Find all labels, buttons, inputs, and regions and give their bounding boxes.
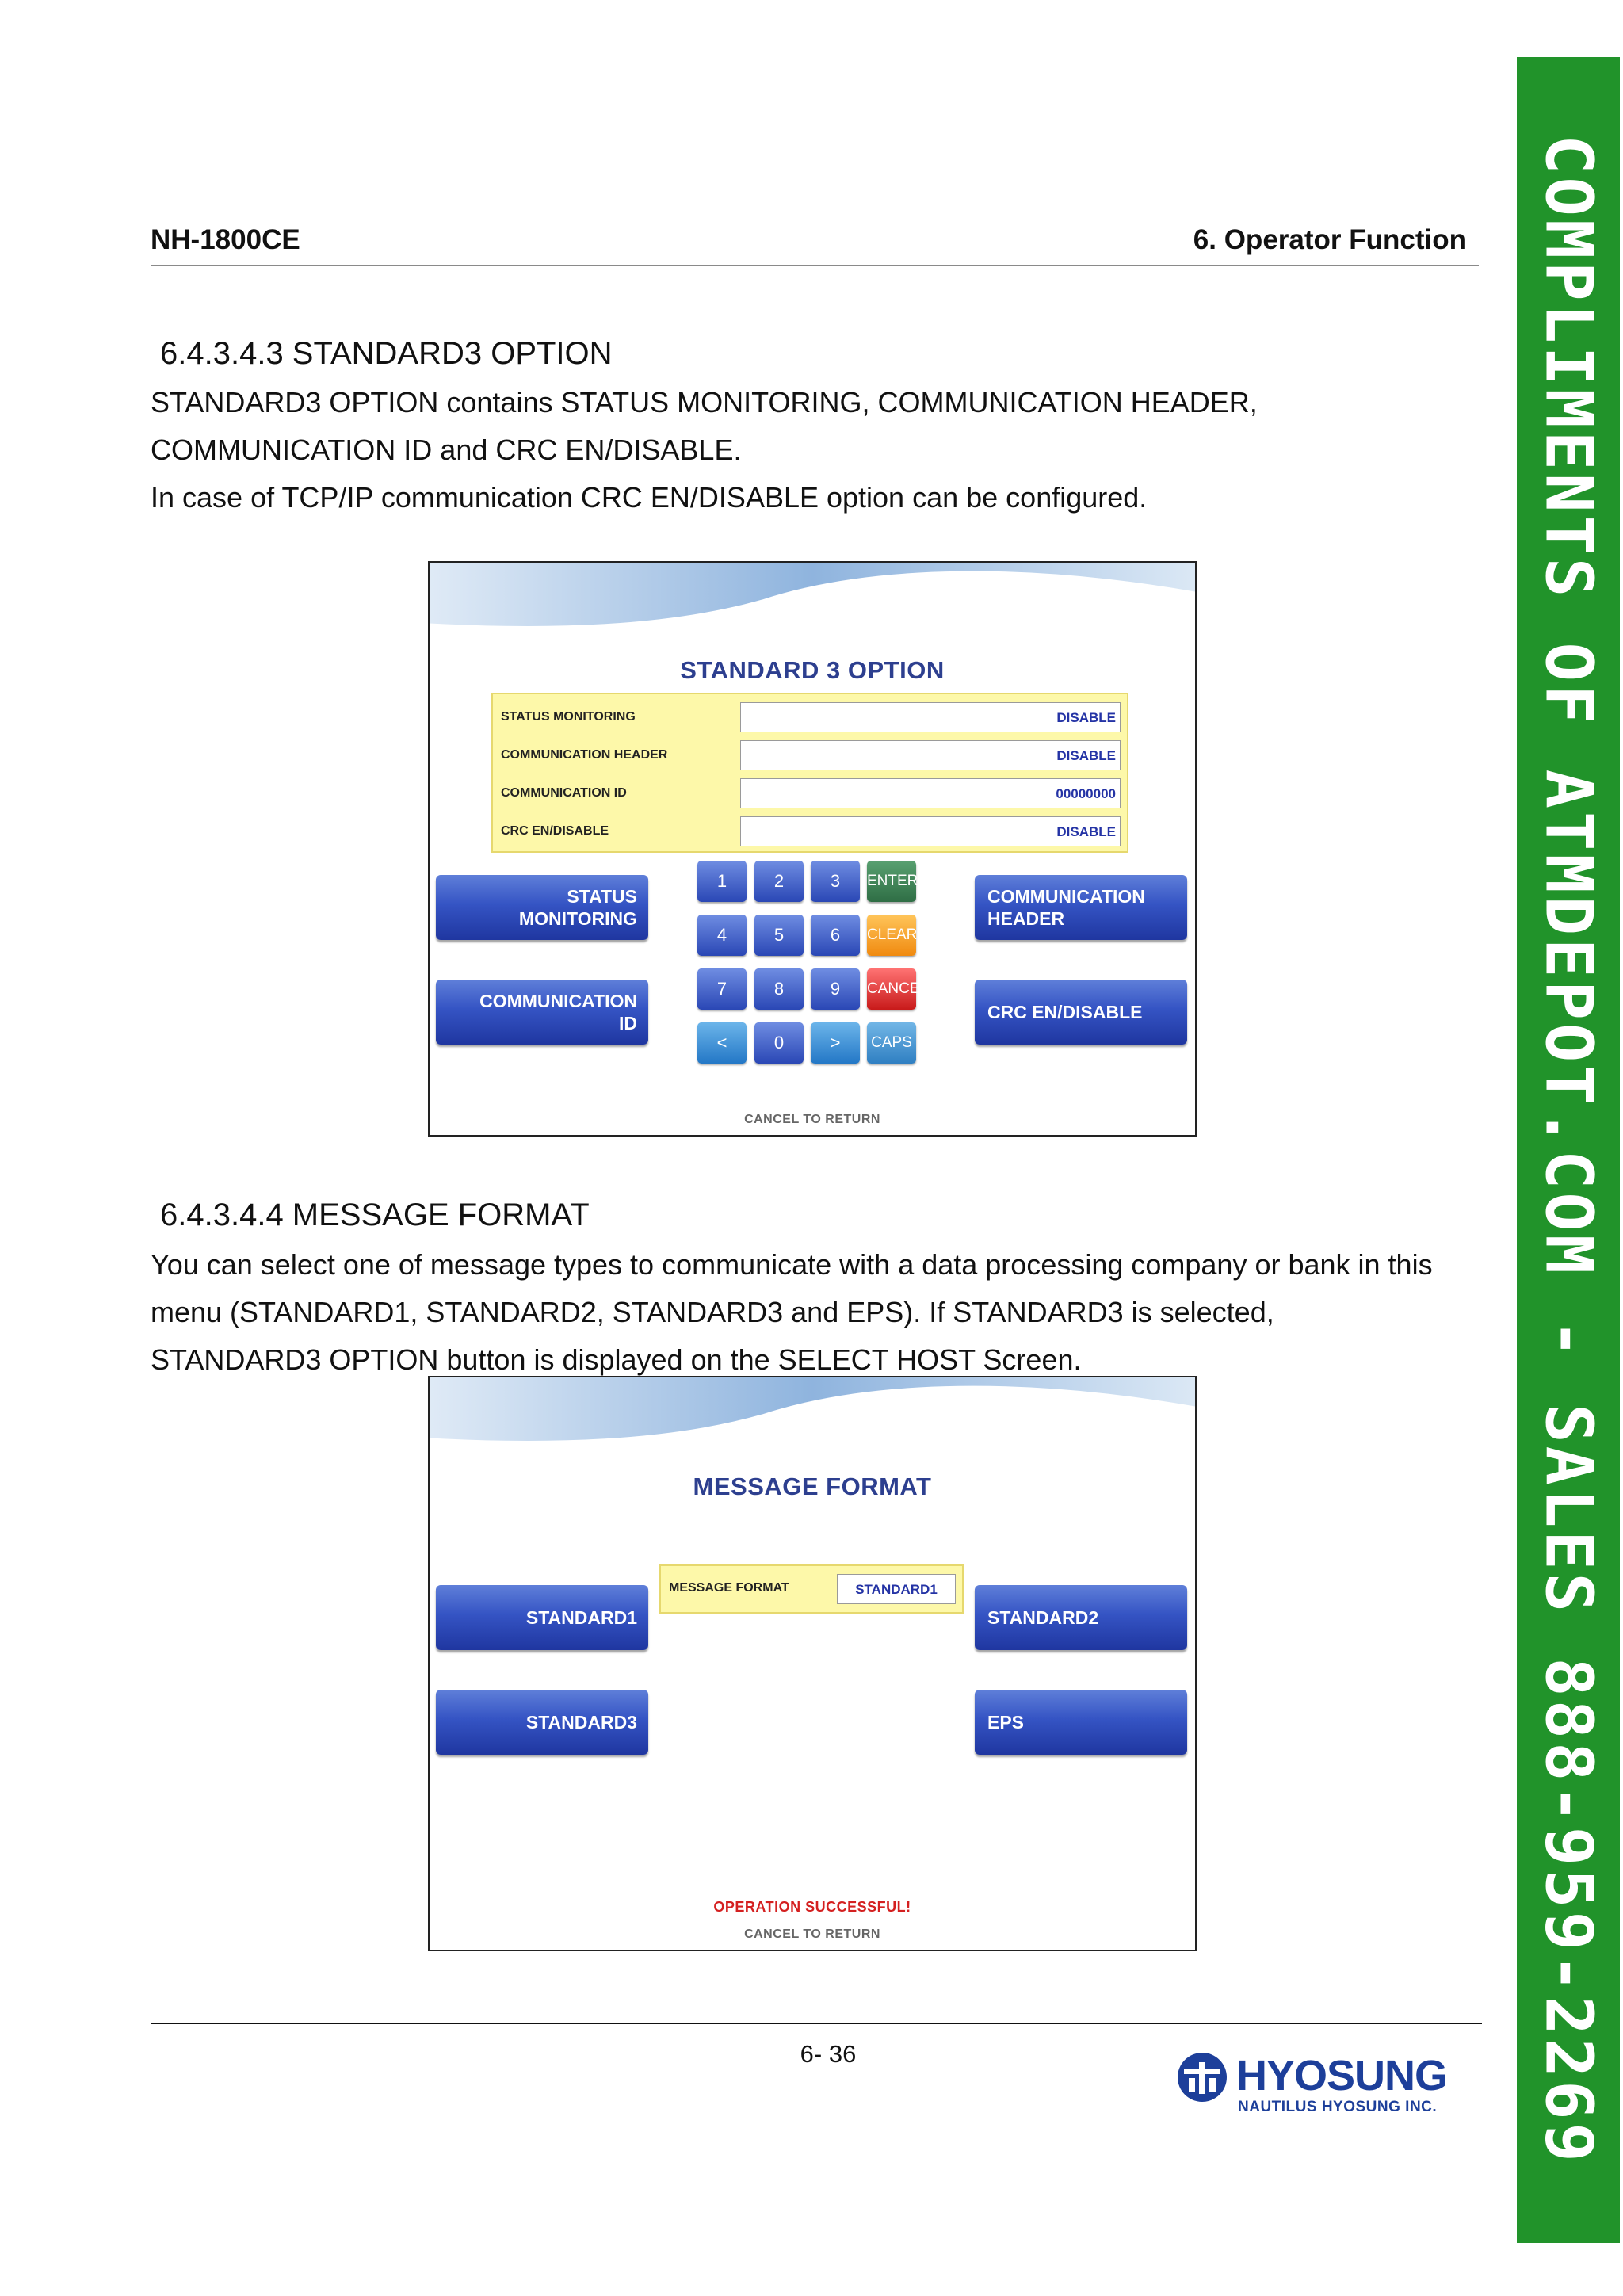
standard3-option-screen bbox=[428, 561, 1197, 1137]
key-clear[interactable]: CLEAR bbox=[867, 915, 916, 956]
field-row-status-monitoring bbox=[493, 702, 1127, 734]
key-8[interactable]: 8 bbox=[754, 968, 804, 1010]
key-3[interactable]: 3 bbox=[811, 861, 860, 902]
body-line: STANDARD3 OPTION contains STATUS MONITORING, COMMUNICATION HEADER, bbox=[151, 386, 1258, 418]
message-format-field-panel bbox=[659, 1564, 964, 1614]
communication-id-button[interactable] bbox=[436, 980, 648, 1045]
field-row-communication-header bbox=[493, 740, 1127, 772]
button-label: EPS bbox=[987, 1712, 1025, 1733]
standard2-button[interactable] bbox=[975, 1585, 1187, 1650]
crc-en-disable-button[interactable] bbox=[975, 980, 1187, 1045]
button-label: MONITORING bbox=[518, 908, 637, 929]
body-line: In case of TCP/IP communication CRC EN/DISABLE option can be configured. bbox=[151, 481, 1148, 514]
field-label: STATUS MONITORING bbox=[501, 710, 636, 724]
section-title-message-format: 6.4.3.4.4 MESSAGE FORMAT bbox=[160, 1198, 590, 1232]
key-6[interactable]: 6 bbox=[811, 915, 860, 956]
eps-button[interactable] bbox=[975, 1690, 1187, 1755]
button-label: COMMUNICATION bbox=[479, 991, 637, 1011]
section2-body bbox=[151, 1241, 1498, 1384]
status-monitoring-button[interactable] bbox=[436, 875, 648, 940]
key-right-arrow[interactable]: > bbox=[811, 1022, 860, 1064]
button-label: STANDARD1 bbox=[525, 1607, 637, 1628]
field-value-crc: DISABLE bbox=[740, 816, 1121, 846]
header-wave-graphic bbox=[430, 1377, 1195, 1449]
doc-model: NH-1800CE bbox=[151, 224, 300, 255]
key-left-arrow[interactable]: < bbox=[697, 1022, 747, 1064]
screen-title: MESSAGE FORMAT bbox=[693, 1473, 932, 1500]
button-label: STATUS bbox=[567, 886, 637, 907]
key-7[interactable]: 7 bbox=[697, 968, 747, 1010]
field-row-communication-id bbox=[493, 778, 1127, 810]
key-cancel[interactable]: CANCEL bbox=[867, 968, 916, 1010]
header-wave-graphic bbox=[430, 563, 1195, 634]
field-value-communication-header: DISABLE bbox=[740, 740, 1121, 770]
option-fields-panel bbox=[491, 693, 1128, 853]
page-number: 6- 36 bbox=[800, 2040, 857, 2068]
side-promo-banner bbox=[1517, 57, 1620, 2243]
cancel-to-return-note: CANCEL TO RETURN bbox=[744, 1927, 880, 1941]
banner-text: COMPLIMENTS OF ATMDEPOT.COM - SALES 888-959-2269 bbox=[1530, 135, 1606, 2165]
doc-chapter: 6. Operator Function bbox=[1193, 224, 1466, 255]
section1-body bbox=[151, 379, 1498, 521]
button-label: STANDARD2 bbox=[987, 1607, 1099, 1628]
key-9[interactable]: 9 bbox=[811, 968, 860, 1010]
body-line: STANDARD3 OPTION button is displayed on the SELECT HOST Screen. bbox=[151, 1343, 1082, 1376]
key-1[interactable]: 1 bbox=[697, 861, 747, 902]
body-line: menu (STANDARD1, STANDARD2, STANDARD3 and EPS). If STANDARD3 is selected, bbox=[151, 1296, 1274, 1328]
button-label: CRC EN/DISABLE bbox=[987, 1002, 1143, 1022]
key-4[interactable]: 4 bbox=[697, 915, 747, 956]
logo-wordmark: HYOSUNG bbox=[1236, 2052, 1448, 2099]
body-line: You can select one of message types to communicate with a data processing company or bank in this bbox=[151, 1248, 1433, 1281]
body-line: COMMUNICATION ID and CRC EN/DISABLE. bbox=[151, 434, 742, 466]
key-0[interactable]: 0 bbox=[754, 1022, 804, 1064]
button-label: HEADER bbox=[987, 908, 1065, 929]
button-label: ID bbox=[619, 1013, 637, 1033]
field-value-status-monitoring: DISABLE bbox=[740, 702, 1121, 732]
operation-status-message: OPERATION SUCCESSFUL! bbox=[713, 1899, 911, 1915]
field-value-communication-id: 00000000 bbox=[740, 778, 1121, 808]
screen-title: STANDARD 3 OPTION bbox=[680, 656, 945, 684]
message-format-screen bbox=[428, 1376, 1197, 1951]
message-format-value: STANDARD1 bbox=[837, 1574, 956, 1604]
field-label: MESSAGE FORMAT bbox=[669, 1581, 789, 1595]
communication-header-button[interactable] bbox=[975, 875, 1187, 940]
footer-rule bbox=[151, 2023, 1482, 2024]
hyosung-logo-mark-icon bbox=[1176, 2051, 1228, 2103]
header-rule bbox=[151, 265, 1479, 266]
field-label: CRC EN/DISABLE bbox=[501, 824, 609, 838]
field-label: COMMUNICATION HEADER bbox=[501, 748, 668, 762]
key-2[interactable]: 2 bbox=[754, 861, 804, 902]
field-label: COMMUNICATION ID bbox=[501, 786, 627, 800]
standard3-button[interactable] bbox=[436, 1690, 648, 1755]
logo-subtitle: NAUTILUS HYOSUNG INC. bbox=[1238, 2099, 1438, 2115]
button-label: COMMUNICATION bbox=[987, 886, 1145, 907]
key-5[interactable]: 5 bbox=[754, 915, 804, 956]
section-title-standard3: 6.4.3.4.3 STANDARD3 OPTION bbox=[160, 336, 613, 371]
key-enter[interactable]: ENTER bbox=[867, 861, 916, 902]
field-row-crc bbox=[493, 816, 1127, 848]
key-caps[interactable]: CAPS bbox=[867, 1022, 916, 1064]
standard1-button[interactable] bbox=[436, 1585, 648, 1650]
cancel-to-return-note: CANCEL TO RETURN bbox=[744, 1113, 880, 1126]
button-label: STANDARD3 bbox=[525, 1712, 637, 1733]
